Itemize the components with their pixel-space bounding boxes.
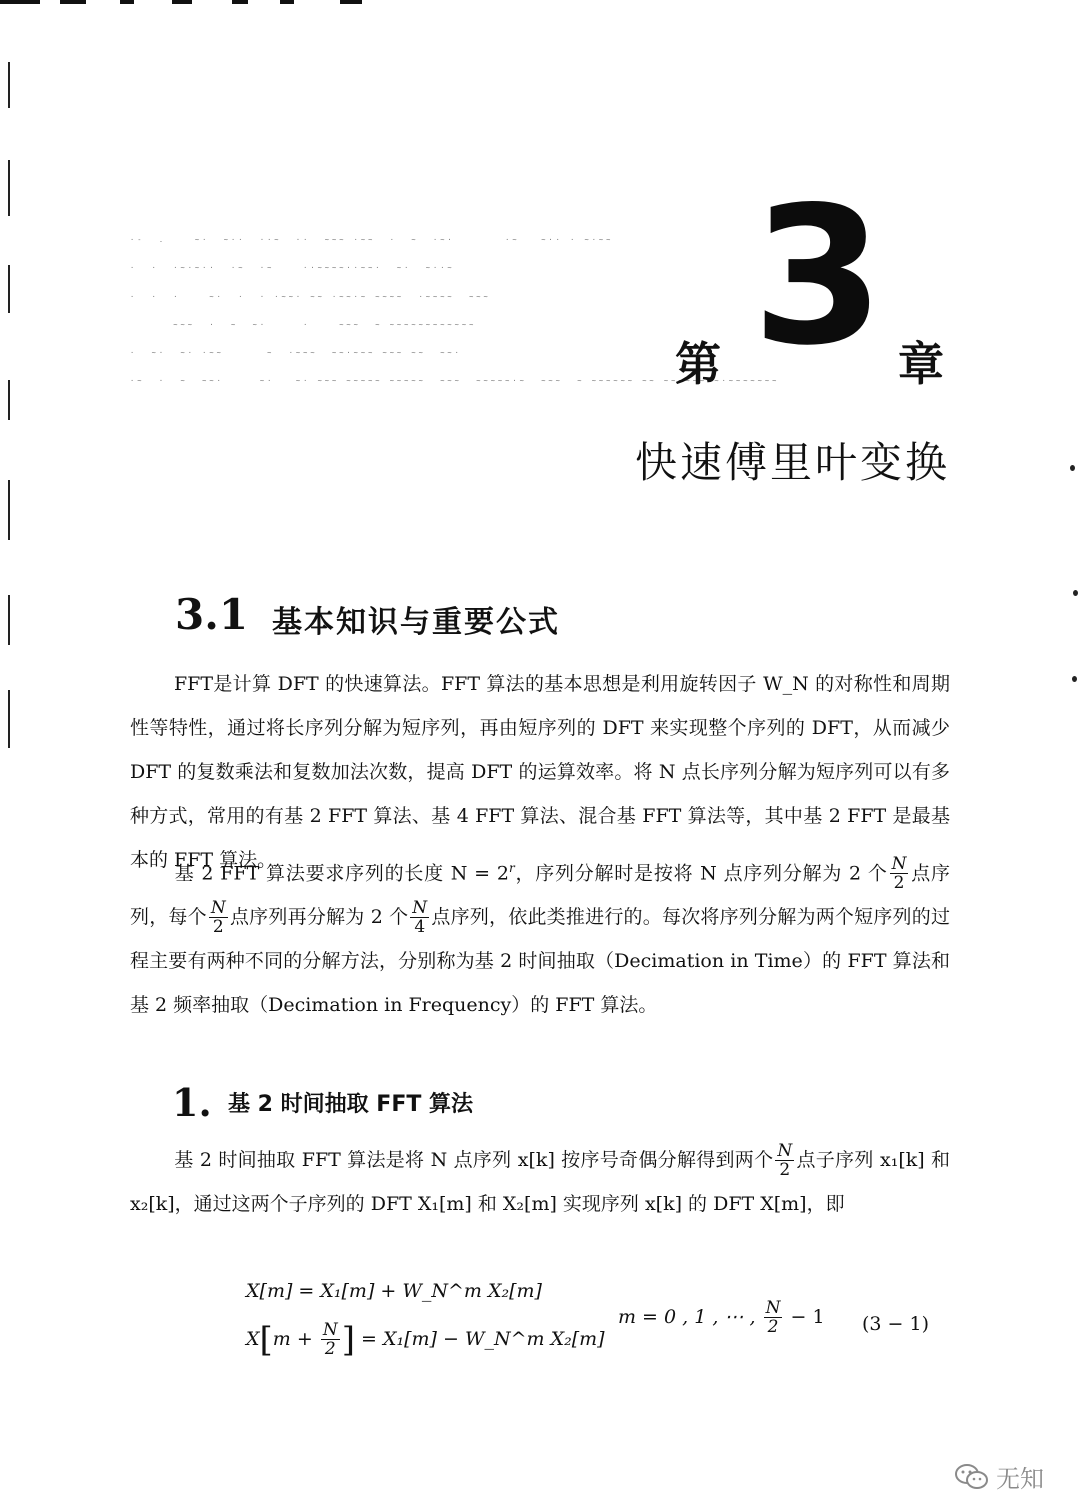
paragraph-3: 基 2 时间抽取 FFT 算法是将 N 点序列 x[k] 按序号奇偶分解得到两个 $\frac{N}{2}$ 点子序列 x₁[k] 和 x₂[k]，通过这两个子序列的 DFT X₁[m] 和 X₂[m] 实现序列 x[k] 的 DFT X[m]，即 [130,1141,951,1215]
subsection-number: 1. [172,1080,212,1125]
chapter-title: 快速傅里叶变换 [634,438,950,487]
fraction-n-over-2: $\frac{N}{2}$ [322,1320,338,1359]
paragraph-1-text: FFT是计算 DFT 的快速算法。FFT 算法的基本思想是利用旋转因子 W_N 的对称性和周期性等特性，通过将长序列分解为短序列，再由短序列的 DFT 来实现整个序列的 DFT，从而减少 DFT 的复数乘法和复数加法次数，提高 DFT 的运算效率。将 N 点长序列分解为短序列可以有多种方式，常用的有基 2 FFT 算法、基 4 FFT 算法、混合基 FFT 算法等，其中基 2 FFT 是最基本的 FFT 算法。 [130,673,950,871]
paragraph-2: 基 2 FFT 算法要求序列的长度 $N = 2^r$，序列分解时是按将 N 点序列分解为 2 个 $\frac{N}{2}$ 点序列，每个 $\frac{N}{2}$ 点序列再分解为 2 个 $\frac{N}{4}$ 点序列，依此类推进行的。每次将序列分解为两个短序列的过程主要有两种不同的分解方法，分别称为基 2 时间抽取（Decimation in Time）的 FFT 算法和基 2 频率抽取（Decimation in Frequency）的 FFT 算法。 [130,854,951,1017]
watermark-text: 无知 [996,1465,1044,1493]
equation-number: (3 − 1) [862,1313,930,1335]
scan-edge-line [8,265,10,313]
header-texture: ·~ · ~ ~~· ~· ~· ~~~ ~~~~~ ~~~~~ ~~~ ~~~~~·~ ~~~ ~ ~~~~~~ ~~ ~~~~~~ ~·~~~~~~~ [130,377,780,385]
equation-line-1: X[m] = X₁[m] + W_N^m X₂[m] [246,1280,542,1302]
scan-edge-line [8,480,10,540]
scan-edge-line [8,690,10,748]
scan-speck [1073,590,1078,596]
scan-edge-line [8,380,10,420]
header-texture: · · ·~·~·· ·~ ·~ ··~~~~··~~· ~· ~··~ [130,264,455,272]
fraction-n-over-2: $\frac{N}{2}$ [765,1298,781,1337]
scan-speck [1070,465,1075,471]
equation-range: m = 0 , 1 , ⋯ , $\frac{N}{2}$ − 1 [618,1298,825,1337]
fraction-n-over-2: $\frac{N}{2}$ [777,1141,793,1180]
chapter-suffix: 章 [898,337,944,391]
fraction-n-over-2: $\frac{N}{2}$ [210,898,226,938]
header-texture: ~~~ · ~ ~· · ~~~ ~ ~~~~~~~~~~~~ [130,321,477,329]
subsection-title: 基 2 时间抽取 FFT 算法 [228,1092,474,1117]
fraction-n-over-2: $\frac{N}{2}$ [891,854,907,894]
scan-edge-line [8,595,10,645]
chapter-number: 3 [752,166,881,387]
chapter-prefix: 第 [675,337,721,391]
scan-speck [1072,676,1077,682]
watermark [954,1459,1044,1494]
equation-line-2: X[m + $\frac{N}{2}$ ] = X₁[m] − W_N^m X₂[m] [246,1320,605,1360]
section-number: 3.1 [175,590,249,639]
scan-edge-line [8,160,10,216]
scan-top-bar [0,0,380,4]
header-texture: · · · ~· · · ·~~· ~~ ·~~·~ ~~~~ ·~~~~ ~~~ [130,293,491,301]
section-title: 基本知识与重要公式 [272,605,560,640]
header-texture: · ~· ~· ·~~ ~ ·~~~ ~~·~~~ ~~~ ~~ ~~· [130,349,462,357]
header-texture: ·- . ~· ~·· ··~ ·· ~~~ ·~~ · ~ ·~· ·~ ~·· · ~·~~ [130,236,614,244]
fraction-n-over-4: $\frac{N}{4}$ [412,898,428,938]
wechat-icon [954,1462,990,1492]
scan-edge-line [8,62,10,108]
